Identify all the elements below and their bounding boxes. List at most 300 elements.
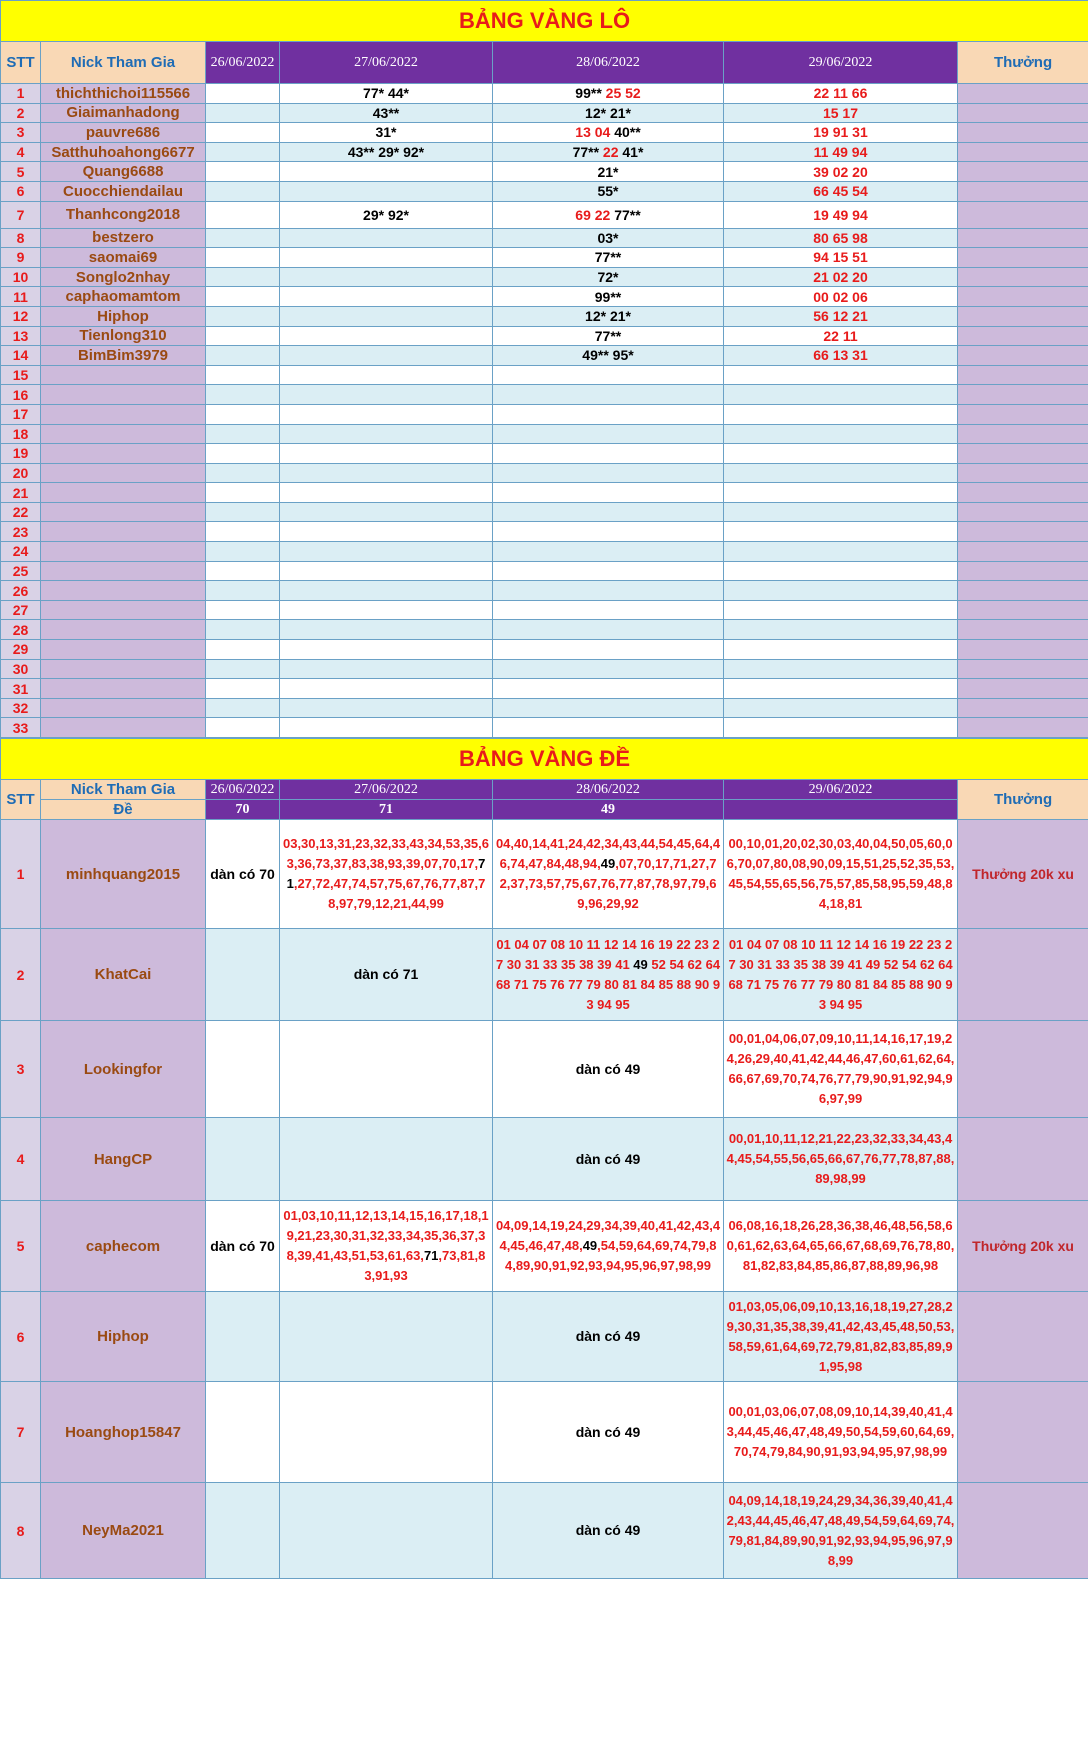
- de-result: [724, 800, 958, 820]
- lo-table-row: [1, 228, 1088, 248]
- number-segment: 00,01,10,11,12,21,22,23,32,33,34,43,44,45,54,55,56,65,66,67,76,77,78,87,88,89,98,99: [726, 1131, 955, 1186]
- number-segment: ,07,70,17,71,27,72,37,73,57,75,67,76,77,87,78,97,79,69,96,29,92: [499, 856, 717, 911]
- nick-cell: Hiphop: [41, 1292, 206, 1382]
- lo-day-cell: [280, 228, 493, 248]
- lo-day-cell: [724, 181, 958, 201]
- de-table-row: [1, 1021, 1088, 1118]
- lo-day-cell: [724, 698, 958, 718]
- lo-day-cell: [206, 181, 280, 201]
- de-day-cell: [724, 820, 958, 929]
- lo-table-row: [1, 483, 1088, 503]
- thuong-cell: [958, 162, 1088, 182]
- lo-table-row: [1, 287, 1088, 307]
- lo-day-cell: [493, 502, 724, 522]
- lo-table-row: [1, 142, 1088, 162]
- de-table-row: [1, 820, 1088, 929]
- lo-day-cell: [493, 483, 724, 503]
- lo-table-row: [1, 346, 1088, 366]
- number-segment: 66 45 54: [813, 183, 868, 200]
- nick-cell: HangCP: [41, 1118, 206, 1201]
- de-day-cell: [493, 1382, 724, 1483]
- lo-header-stt: STT: [1, 42, 41, 84]
- lo-header-date: 28/06/2022: [493, 42, 724, 84]
- lo-day-cell: [493, 385, 724, 405]
- nick-cell: Hiphop: [41, 306, 206, 326]
- de-day-cell: [724, 1292, 958, 1382]
- lo-table-row: [1, 698, 1088, 718]
- bang-vang-lo-table: [0, 0, 1088, 738]
- de-day-cell: [206, 1201, 280, 1292]
- number-segment: 49: [582, 1238, 598, 1253]
- de-day-cell: [280, 1292, 493, 1382]
- lo-day-cell: [493, 201, 724, 228]
- thuong-cell: [958, 84, 1088, 104]
- thuong-cell: [958, 929, 1088, 1021]
- thuong-cell: [958, 522, 1088, 542]
- number-segment: 71: [286, 856, 486, 891]
- lo-day-cell: [206, 502, 280, 522]
- de-day-cell: [493, 1118, 724, 1201]
- thuong-cell: [958, 404, 1088, 424]
- lo-day-cell: [724, 600, 958, 620]
- lo-day-cell: [206, 718, 280, 738]
- nick-cell: Cuocchiendailau: [41, 181, 206, 201]
- de-day-cell: [280, 1201, 493, 1292]
- lo-table-row: [1, 718, 1088, 738]
- nick-cell: [41, 659, 206, 679]
- number-segment: 39 02 20: [813, 163, 868, 180]
- lo-table-row: [1, 123, 1088, 143]
- stt-cell: 9: [1, 248, 41, 268]
- number-segment: ,54,59,64,69,74,79,84,89,90,91,92,93,94,95,96,97,98,99: [504, 1238, 717, 1273]
- lo-day-cell: [493, 718, 724, 738]
- thuong-cell: [958, 346, 1088, 366]
- nick-cell: [41, 463, 206, 483]
- lo-table-row: [1, 444, 1088, 464]
- stt-cell: 14: [1, 346, 41, 366]
- lo-header-nick: Nick Tham Gia: [41, 42, 206, 84]
- lo-table-row: [1, 404, 1088, 424]
- lo-day-cell: [206, 84, 280, 104]
- lo-day-cell: [493, 522, 724, 542]
- nick-cell: [41, 620, 206, 640]
- lo-day-cell: [493, 424, 724, 444]
- stt-cell: 31: [1, 679, 41, 699]
- thuong-cell: [958, 1382, 1088, 1483]
- de-day-cell: [206, 820, 280, 929]
- number-segment: 22: [602, 144, 623, 161]
- lo-day-cell: [493, 659, 724, 679]
- stt-cell: 6: [1, 181, 41, 201]
- thuong-cell: [958, 287, 1088, 307]
- thuong-cell: [958, 365, 1088, 385]
- lo-day-cell: [206, 463, 280, 483]
- stt-cell: 4: [1, 1118, 41, 1201]
- lo-table-row: [1, 542, 1088, 562]
- de-result: 71: [280, 800, 493, 820]
- de-day-cell: [280, 1382, 493, 1483]
- number-segment: 43** 29* 92*: [347, 144, 425, 161]
- lo-day-cell: [206, 287, 280, 307]
- lo-day-cell: [280, 718, 493, 738]
- stt-cell: 29: [1, 640, 41, 660]
- number-segment: 66 13 31: [813, 347, 868, 364]
- lo-day-cell: [206, 542, 280, 562]
- lo-day-cell: [493, 600, 724, 620]
- nick-cell: [41, 698, 206, 718]
- stt-cell: 2: [1, 103, 41, 123]
- lo-table-row: [1, 181, 1088, 201]
- stt-cell: 10: [1, 267, 41, 287]
- lo-day-cell: [280, 201, 493, 228]
- stt-cell: 11: [1, 287, 41, 307]
- stt-cell: 28: [1, 620, 41, 640]
- lo-day-cell: [493, 346, 724, 366]
- de-day-cell: [206, 1021, 280, 1118]
- thuong-cell: [958, 1118, 1088, 1201]
- lo-day-cell: [280, 424, 493, 444]
- lo-day-cell: [280, 346, 493, 366]
- thuong-cell: [958, 600, 1088, 620]
- lo-day-cell: [206, 659, 280, 679]
- lo-day-cell: [724, 84, 958, 104]
- de-day-cell: [280, 820, 493, 929]
- de-header-date: 27/06/2022: [280, 780, 493, 800]
- lo-day-cell: [724, 287, 958, 307]
- lo-day-cell: [280, 581, 493, 601]
- lo-day-cell: [493, 561, 724, 581]
- de-day-cell: [493, 1483, 724, 1579]
- number-segment: 01,03,05,06,09,10,13,16,18,19,27,28,29,30,31,35,38,39,41,42,43,45,48,50,53,58,59,61,64,69,72,79,81,82,83,85,89,91,95,98: [726, 1298, 955, 1374]
- number-segment: 12* 21*: [585, 104, 631, 121]
- lo-day-cell: [206, 620, 280, 640]
- nick-cell: [41, 561, 206, 581]
- number-segment: 56 12 21: [813, 308, 868, 325]
- number-segment: 03,30,13,31,23,32,33,43,34,53,35,63,36,73,37,83,38,93,39,07,70,17,: [282, 836, 490, 871]
- thuong-cell: [958, 326, 1088, 346]
- de-day-cell: [493, 1292, 724, 1382]
- stt-cell: 8: [1, 228, 41, 248]
- de-day-cell: [724, 1118, 958, 1201]
- lo-day-cell: [206, 103, 280, 123]
- thuong-cell: [958, 248, 1088, 268]
- number-segment: 11 49 94: [813, 144, 868, 161]
- lo-day-cell: [280, 522, 493, 542]
- lo-table-row: [1, 326, 1088, 346]
- de-table-row: [1, 929, 1088, 1021]
- lo-day-cell: [724, 306, 958, 326]
- lo-table-row: [1, 84, 1088, 104]
- number-segment: 80 65 98: [813, 229, 868, 246]
- number-segment: 00,10,01,20,02,30,03,40,04,50,05,60,06,70,07,80,08,90,09,15,51,25,52,35,53,45,54,55,65,56,75,57,85,58,95,59,48,84,18,81: [726, 836, 955, 911]
- thuong-cell: [958, 620, 1088, 640]
- thuong-cell: [958, 444, 1088, 464]
- stt-cell: 20: [1, 463, 41, 483]
- number-segment: 41*: [622, 144, 644, 161]
- number-segment: 04,09,14,19,24,29,34,39,40,41,42,43,44,45,46,47,48,: [495, 1218, 721, 1253]
- nick-cell: [41, 404, 206, 424]
- lo-day-cell: [724, 162, 958, 182]
- lo-day-cell: [493, 287, 724, 307]
- lo-day-cell: [493, 404, 724, 424]
- lo-day-cell: [206, 267, 280, 287]
- lo-day-cell: [724, 561, 958, 581]
- de-header-stt: STT: [1, 780, 41, 820]
- lo-day-cell: [280, 698, 493, 718]
- lo-day-cell: [206, 600, 280, 620]
- lo-day-cell: [493, 228, 724, 248]
- lo-day-cell: [724, 103, 958, 123]
- stt-cell: 3: [1, 1021, 41, 1118]
- de-result: 49: [493, 800, 724, 820]
- lo-day-cell: [280, 620, 493, 640]
- number-segment: 77**: [572, 144, 603, 161]
- lo-day-cell: [280, 404, 493, 424]
- lo-day-cell: [724, 267, 958, 287]
- lo-day-cell: [724, 444, 958, 464]
- de-day-cell: [724, 1201, 958, 1292]
- number-segment: 55*: [597, 183, 619, 200]
- lo-day-cell: [493, 444, 724, 464]
- number-segment: 21*: [597, 163, 619, 180]
- nick-cell: [41, 522, 206, 542]
- de-header-date: 29/06/2022: [724, 780, 958, 800]
- stt-cell: 23: [1, 522, 41, 542]
- lo-day-cell: [280, 287, 493, 307]
- stt-cell: 32: [1, 698, 41, 718]
- number-segment: 01 04 07 08 10 11 12 14 16 19 22 23 27 30 31 33 35 38 39 41 49 52 54 62 64 68 71 75 76 77 79 80 81 84 85 88 90 93 94 95: [728, 936, 953, 1012]
- lo-day-cell: [206, 522, 280, 542]
- de-day-cell: [206, 1118, 280, 1201]
- lo-day-cell: [280, 600, 493, 620]
- lo-table-row: [1, 640, 1088, 660]
- thuong-cell: [958, 463, 1088, 483]
- lo-table-row: [1, 659, 1088, 679]
- stt-cell: 7: [1, 201, 41, 228]
- lo-day-cell: [493, 679, 724, 699]
- stt-cell: 6: [1, 1292, 41, 1382]
- lo-table-row: [1, 522, 1088, 542]
- lo-day-cell: [280, 84, 493, 104]
- lo-day-cell: [280, 181, 493, 201]
- de-day-cell: [724, 929, 958, 1021]
- number-segment: 00,01,04,06,07,09,10,11,14,16,17,19,24,26,29,40,41,42,44,46,47,60,61,62,64,66,67,69,70,74,76,77,79,90,91,92,94,96,97,99: [726, 1031, 955, 1106]
- lo-day-cell: [206, 679, 280, 699]
- lo-day-cell: [280, 103, 493, 123]
- lo-day-cell: [280, 123, 493, 143]
- dan-label: dàn có 70: [210, 865, 275, 882]
- thuong-cell: [958, 718, 1088, 738]
- thuong-cell: [958, 424, 1088, 444]
- number-segment: ,27,72,47,74,57,75,67,76,77,87,78,97,79,12,21,44,99: [293, 876, 486, 911]
- lo-table-row: [1, 502, 1088, 522]
- de-day-cell: [280, 1118, 493, 1201]
- de-day-cell: [280, 1483, 493, 1579]
- lo-day-cell: [280, 679, 493, 699]
- lo-day-cell: [206, 561, 280, 581]
- stt-cell: 24: [1, 542, 41, 562]
- lo-day-cell: [280, 365, 493, 385]
- number-segment: 43**: [372, 104, 400, 121]
- lo-day-cell: [724, 123, 958, 143]
- lo-header-date: 29/06/2022: [724, 42, 958, 84]
- lo-day-cell: [280, 267, 493, 287]
- dan-label: dàn có 49: [575, 1150, 641, 1167]
- lo-day-cell: [280, 542, 493, 562]
- lo-day-cell: [724, 483, 958, 503]
- number-segment: 77**: [614, 206, 641, 223]
- thuong-cell: [958, 201, 1088, 228]
- thuong-cell: [958, 181, 1088, 201]
- nick-cell: minhquang2015: [41, 820, 206, 929]
- number-segment: 94 15 51: [813, 249, 868, 266]
- de-day-cell: [724, 1382, 958, 1483]
- thuong-cell: [958, 1021, 1088, 1118]
- lo-header-date: 27/06/2022: [280, 42, 493, 84]
- thuong-cell: [958, 1292, 1088, 1382]
- stt-cell: 33: [1, 718, 41, 738]
- bang-vang-de-table: [0, 738, 1088, 1579]
- thuong-cell: [958, 581, 1088, 601]
- number-segment: 52 54 62 64 68 71 75 76 77 79 80 81 84 85 88 90 93 94 95: [495, 956, 721, 1012]
- stt-cell: 8: [1, 1483, 41, 1579]
- number-segment: 31*: [375, 124, 397, 141]
- lo-day-cell: [724, 659, 958, 679]
- nick-cell: [41, 424, 206, 444]
- nick-cell: BimBim3979: [41, 346, 206, 366]
- de-header-date: 26/06/2022: [206, 780, 280, 800]
- nick-cell: caphecom: [41, 1201, 206, 1292]
- thuong-cell: [958, 142, 1088, 162]
- nick-cell: caphaomamtom: [41, 287, 206, 307]
- number-segment: 99**: [575, 85, 606, 102]
- dan-label: dàn có 71: [353, 966, 419, 982]
- lo-day-cell: [493, 365, 724, 385]
- thuong-cell: [958, 385, 1088, 405]
- lo-day-cell: [206, 404, 280, 424]
- lo-day-cell: [493, 581, 724, 601]
- number-segment: 19 91 31: [813, 124, 868, 141]
- lo-day-cell: [724, 542, 958, 562]
- thuong-cell: [958, 306, 1088, 326]
- thuong-cell: [958, 640, 1088, 660]
- lo-table-row: [1, 103, 1088, 123]
- nick-cell: bestzero: [41, 228, 206, 248]
- nick-cell: [41, 600, 206, 620]
- lo-day-cell: [206, 228, 280, 248]
- lo-table-row: [1, 620, 1088, 640]
- lo-table-row: [1, 306, 1088, 326]
- nick-cell: [41, 385, 206, 405]
- number-segment: 01,03,10,11,12,13,14,15,16,17,18,19,21,23,30,31,32,33,34,35,36,37,38,39,41,43,51,53,61,63,: [283, 1208, 489, 1263]
- lo-day-cell: [206, 640, 280, 660]
- lo-day-cell: [280, 561, 493, 581]
- number-segment: 04,40,14,41,24,42,34,43,44,54,45,64,46,74,47,84,48,94,: [495, 836, 721, 871]
- dan-label: dàn có 49: [575, 1328, 641, 1344]
- lo-day-cell: [280, 483, 493, 503]
- lo-day-cell: [493, 267, 724, 287]
- stt-cell: 1: [1, 820, 41, 929]
- lo-day-cell: [206, 698, 280, 718]
- de-title: BẢNG VÀNG ĐỀ: [1, 739, 1088, 780]
- number-segment: 49: [633, 956, 648, 972]
- lo-title: BẢNG VÀNG LÔ: [1, 1, 1088, 42]
- thuong-cell: [958, 103, 1088, 123]
- thuong-cell: [958, 542, 1088, 562]
- lo-day-cell: [724, 248, 958, 268]
- lo-day-cell: [493, 248, 724, 268]
- number-segment: 40**: [614, 124, 641, 141]
- lo-day-cell: [280, 142, 493, 162]
- number-segment: 29* 92*: [363, 206, 409, 223]
- lo-day-cell: [724, 502, 958, 522]
- lo-table-row: [1, 385, 1088, 405]
- number-segment: 19 49 94: [813, 206, 868, 223]
- de-table-row: [1, 1118, 1088, 1201]
- number-segment: 49** 95*: [582, 347, 634, 364]
- lo-day-cell: [724, 522, 958, 542]
- stt-cell: 30: [1, 659, 41, 679]
- stt-cell: 19: [1, 444, 41, 464]
- lo-day-cell: [724, 718, 958, 738]
- de-day-cell: [206, 1483, 280, 1579]
- lo-day-cell: [724, 679, 958, 699]
- lo-day-cell: [280, 162, 493, 182]
- lo-day-cell: [724, 365, 958, 385]
- lo-table-row: [1, 581, 1088, 601]
- number-segment: 49: [600, 856, 616, 871]
- number-segment: 77**: [594, 249, 622, 266]
- thuong-cell: [958, 502, 1088, 522]
- number-segment: 99**: [594, 288, 622, 305]
- nick-cell: [41, 502, 206, 522]
- lo-day-cell: [206, 326, 280, 346]
- de-day-cell: [280, 929, 493, 1021]
- de-result: 70: [206, 800, 280, 820]
- nick-cell: [41, 581, 206, 601]
- lo-day-cell: [724, 640, 958, 660]
- lo-day-cell: [280, 326, 493, 346]
- dan-label: dàn có 49: [575, 1060, 641, 1077]
- lo-table-row: [1, 162, 1088, 182]
- lo-day-cell: [493, 463, 724, 483]
- lo-day-cell: [206, 365, 280, 385]
- lo-day-cell: [493, 698, 724, 718]
- nick-cell: saomai69: [41, 248, 206, 268]
- lo-day-cell: [206, 581, 280, 601]
- number-segment: 04,09,14,18,19,24,29,34,36,39,40,41,42,43,44,45,46,47,48,49,54,59,64,69,74,79,81,84,89,90,91,92,93,94,95,96,97,98,99: [726, 1492, 955, 1568]
- lo-day-cell: [493, 306, 724, 326]
- stt-cell: 22: [1, 502, 41, 522]
- dan-label: dàn có 70: [210, 1237, 275, 1254]
- lo-header-thuong: Thưởng: [958, 42, 1088, 84]
- thuong-cell: [958, 659, 1088, 679]
- de-header-thuong: Thưởng: [958, 780, 1088, 820]
- lo-day-cell: [280, 306, 493, 326]
- de-day-cell: [206, 1292, 280, 1382]
- number-segment: 15 17: [822, 104, 859, 121]
- lo-day-cell: [280, 444, 493, 464]
- number-segment: 71: [423, 1248, 439, 1263]
- stt-cell: 27: [1, 600, 41, 620]
- lo-day-cell: [206, 346, 280, 366]
- lo-day-cell: [493, 162, 724, 182]
- lo-day-cell: [493, 123, 724, 143]
- de-day-cell: [493, 820, 724, 929]
- nick-cell: [41, 640, 206, 660]
- de-table-row: [1, 1382, 1088, 1483]
- lo-table-row: [1, 365, 1088, 385]
